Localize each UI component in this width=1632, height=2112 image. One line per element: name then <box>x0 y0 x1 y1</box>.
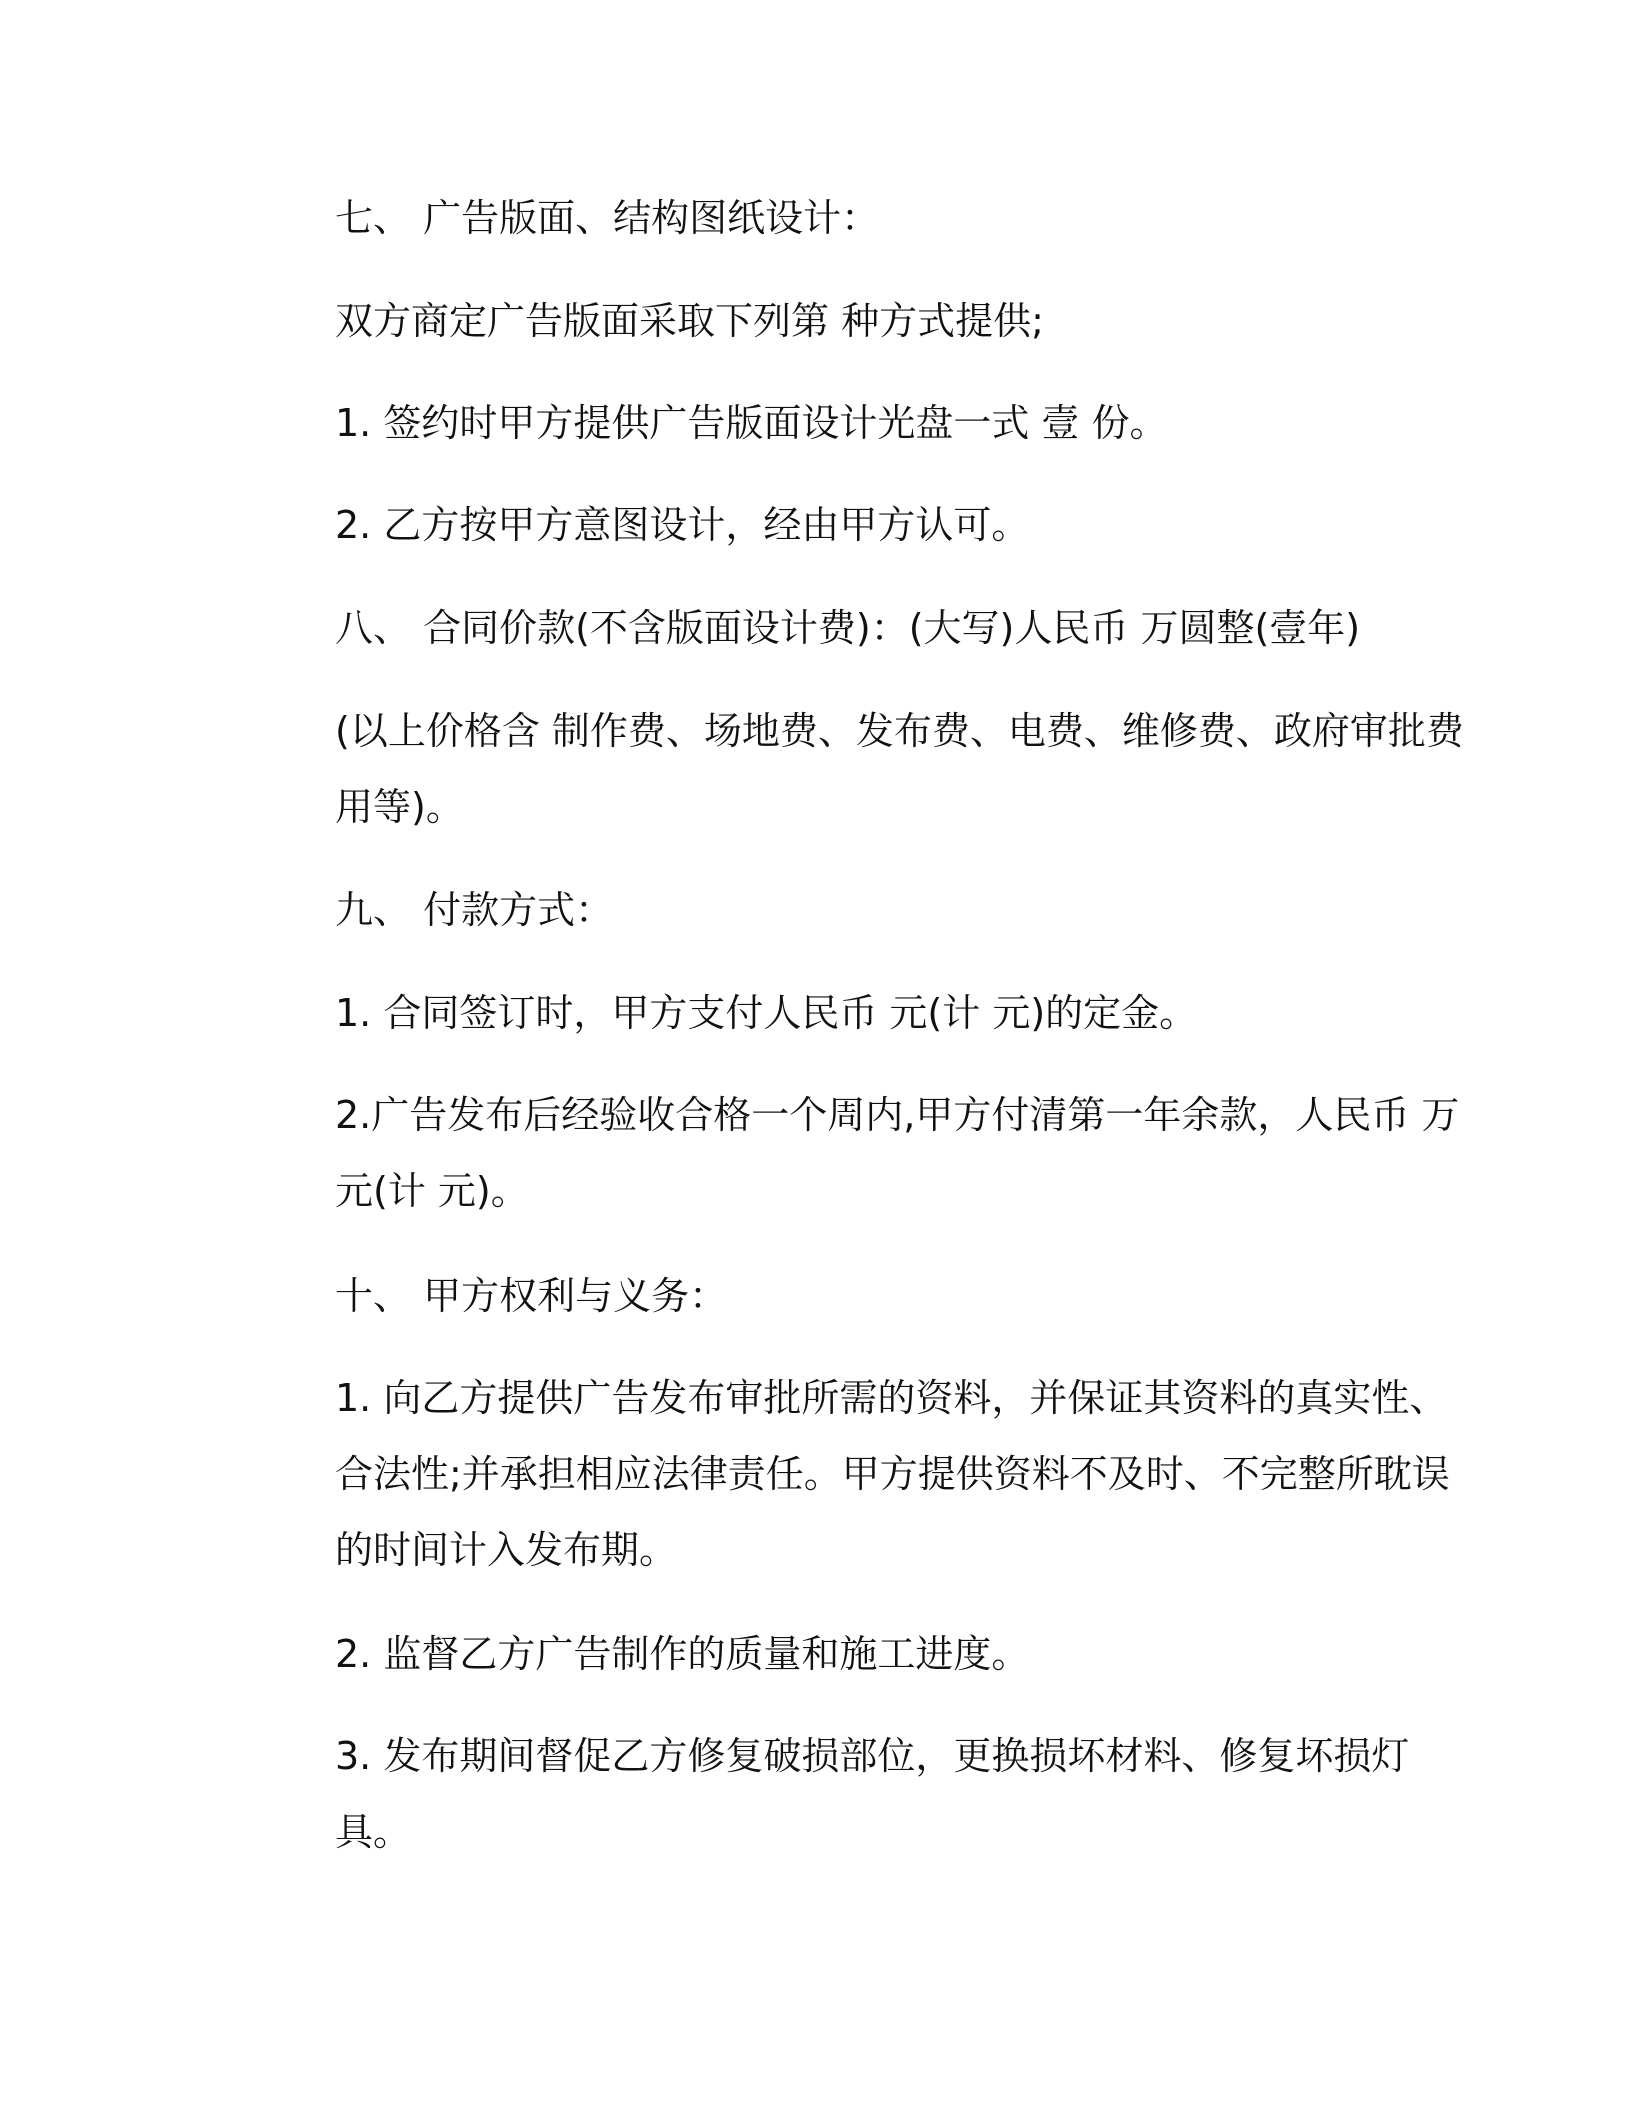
section-heading-7: 七、 广告版面、结构图纸设计： <box>335 196 880 240</box>
section-heading-10: 十、 甲方权利与义务： <box>335 1274 728 1318</box>
list-item: 2.广告发布后经验收合格一个周内,甲方付清第一年余款，人民币 万元(计 元)。 <box>335 1093 1460 1213</box>
list-item: 1. 合同签订时，甲方支付人民币 元(计 元)的定金。 <box>335 991 1198 1035</box>
list-item: 1. 签约时甲方提供广告版面设计光盘一式 壹 份。 <box>335 401 1168 445</box>
paragraph: 双方商定广告版面采取下列第 种方式提供; <box>335 299 1044 343</box>
list-item: 3. 发布期间督促乙方修复破损部位，更换损坏材料、修复坏损灯具。 <box>335 1734 1410 1854</box>
paragraph: (以上价格含 制作费、场地费、发布费、电费、维修费、政府审批费用等)。 <box>335 709 1464 829</box>
list-item: 2. 监督乙方广告制作的质量和施工进度。 <box>335 1632 1030 1676</box>
list-item: 1. 向乙方提供广告发布审批所需的资料，并保证其资料的真实性、合法性;并承担相应法律责任。甲方提供资料不及时、不完整所耽误的时间计入发布期。 <box>335 1376 1450 1572</box>
section-heading-9: 九、 付款方式： <box>335 888 614 932</box>
section-heading-8: 八、 合同价款(不含版面设计费)：(大写)人民币 万圆整(壹年) <box>335 606 1361 650</box>
list-item: 2. 乙方按甲方意图设计，经由甲方认可。 <box>335 503 1030 547</box>
